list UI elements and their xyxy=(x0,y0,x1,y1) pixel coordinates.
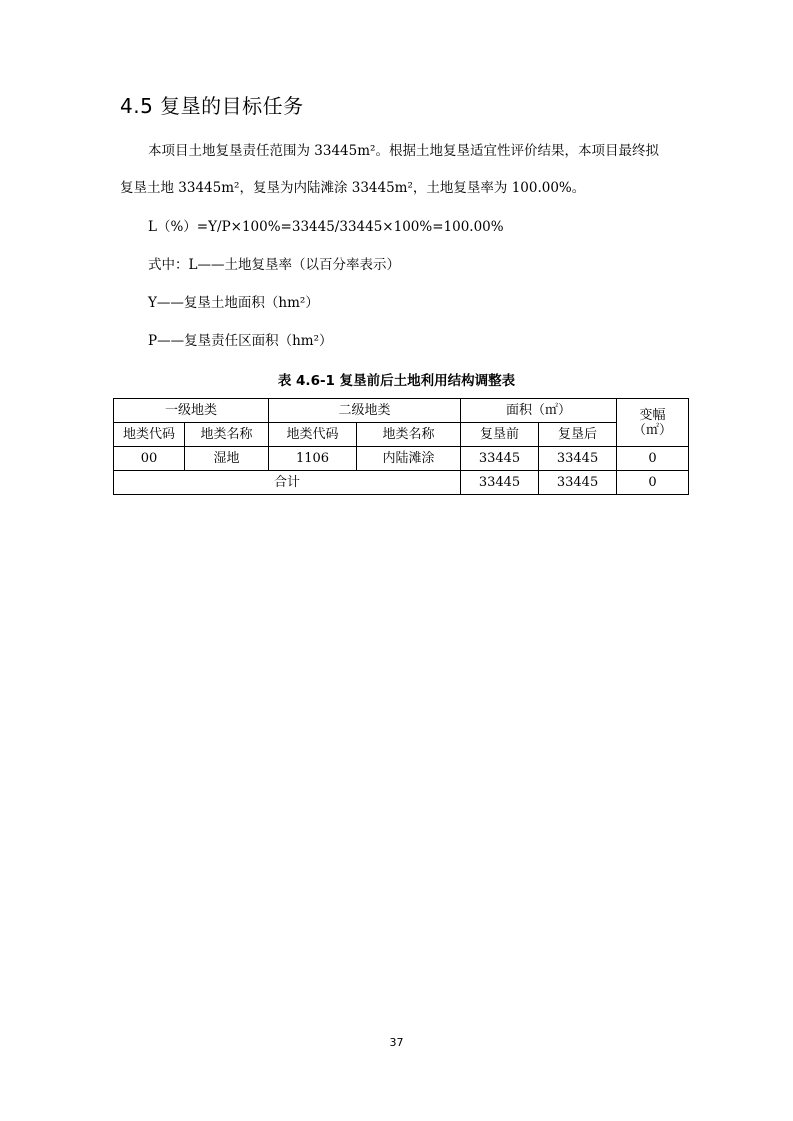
total-label: 合计 xyxy=(114,471,461,495)
table-header-row xyxy=(114,399,689,423)
cell-before: 33445 xyxy=(461,447,539,471)
header-change-unit: （㎡） xyxy=(633,422,673,438)
definition-l: 式中：L——土地复垦率（以百分率表示） xyxy=(148,257,400,273)
header-level2: 二级地类 xyxy=(269,399,461,423)
table-row xyxy=(114,447,689,471)
cell-name2: 内陆滩涂 xyxy=(357,447,461,471)
page-number: 37 xyxy=(389,1036,404,1049)
definition-y: Y——复垦土地面积（hm²） xyxy=(148,295,319,311)
header-name2: 地类名称 xyxy=(357,423,461,447)
cell-change: 0 xyxy=(617,447,689,471)
header-after: 复垦后 xyxy=(539,423,617,447)
section-heading: 4.5 复垦的目标任务 xyxy=(120,94,304,118)
total-after: 33445 xyxy=(539,471,617,495)
header-change-label: 变幅 xyxy=(639,407,666,423)
cell-code2: 1106 xyxy=(269,447,357,471)
cell-code1: 00 xyxy=(114,447,185,471)
total-before: 33445 xyxy=(461,471,539,495)
land-use-table xyxy=(113,398,689,495)
formula-line: L（%）=Y/P×100%=33445/33445×100%=100.00% xyxy=(148,219,504,235)
header-change xyxy=(617,399,689,447)
cell-name1: 湿地 xyxy=(185,447,269,471)
cell-after: 33445 xyxy=(539,447,617,471)
definition-p: P——复垦责任区面积（hm²） xyxy=(148,333,333,349)
total-change: 0 xyxy=(617,471,689,495)
table-subheader-row xyxy=(114,423,689,447)
header-code2: 地类代码 xyxy=(269,423,357,447)
table-caption: 表 4.6-1 复垦前后土地利用结构调整表 xyxy=(277,373,516,389)
paragraph-line: 复垦土地 33445m²，复垦为内陆滩涂 33445m²，土地复垦率为 100.00%。 xyxy=(120,180,586,196)
paragraph-line: 本项目土地复垦责任范围为 33445m²。根据土地复垦适宜性评价结果，本项目最终拟 xyxy=(148,143,659,159)
header-code1: 地类代码 xyxy=(114,423,185,447)
header-name1: 地类名称 xyxy=(185,423,269,447)
header-level1: 一级地类 xyxy=(114,399,269,423)
table-total-row xyxy=(114,471,689,495)
header-before: 复垦前 xyxy=(461,423,539,447)
header-area: 面积（㎡） xyxy=(461,399,617,423)
